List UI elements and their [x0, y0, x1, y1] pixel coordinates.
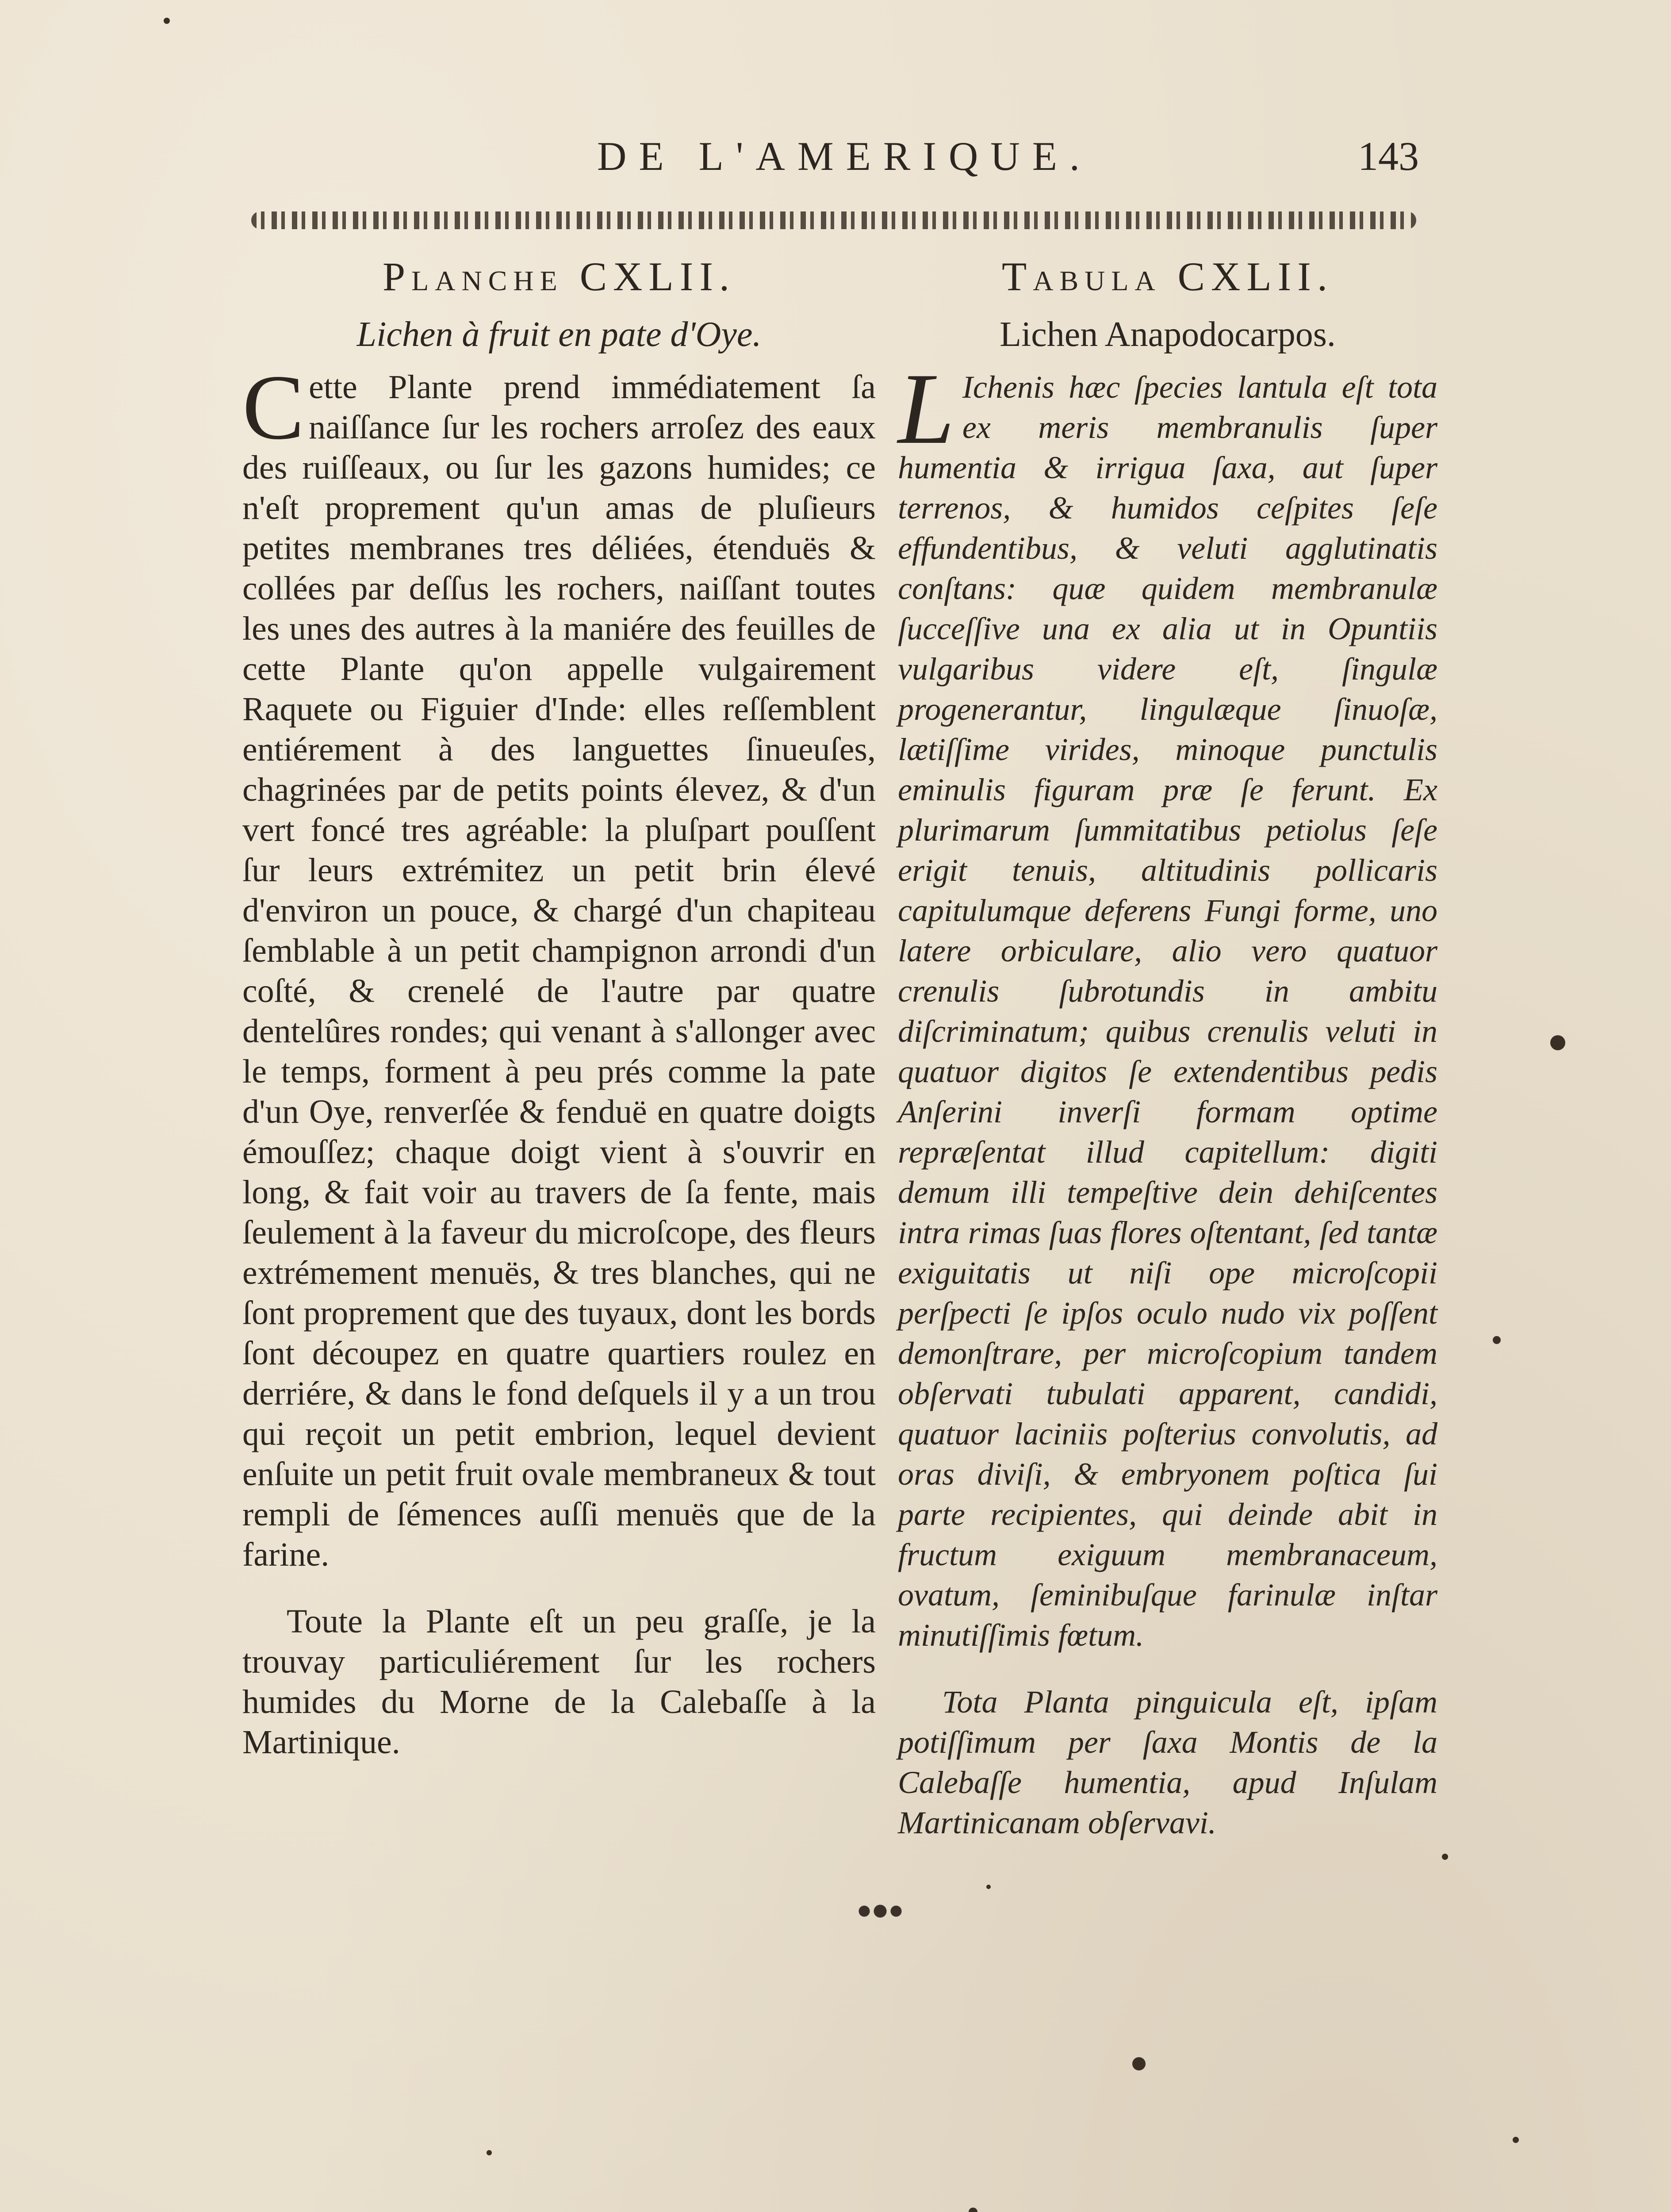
- foxing-spot: [1513, 2137, 1519, 2143]
- french-plate-subtitle: Lichen à fruit en pate d'Oye.: [356, 315, 762, 354]
- foxing-spot: [1442, 1854, 1448, 1860]
- foxing-spot: [1132, 2057, 1146, 2070]
- french-paragraph-2: Toute la Plante eſt un peu graſſe, je la trouvay particuliérement ſur les rochers humides du Morne de la Calebaſſe à la Martinique.: [242, 1603, 876, 1761]
- french-paragraph-1: ette Plante prend immédiatement ſa naiſſance ſur les rochers arroſez des eaux des ruiſſeaux, ou ſur les gazons humides; ce n'eſt proprement qu'un amas de pluſieurs petites membranes tres déliées, étenduës & collées par deſſus les rochers, naiſſant toutes les unes des autres à la maniére des feuilles de cette Plante qu'on appelle vulgairement Raquete ou Figuier d'Inde: elles reſſemblent entiérement à des languettes ſinueuſes, chagrinées par de petits points élevez, & d'un vert foncé tres agréable: la pluſpart pouſſent ſur leurs extrémitez un petit brin élevé d'environ un pouce, & chargé d'un chapiteau ſemblable à un petit champignon arrondi d'un coſté, & crenelé de l'autre par quatre dentelûres rondes; qui venant à s'allonger avec le temps, forment à peu prés comme la pate d'un Oye, renverſée & fenduë en quatre doigts émouſſez; chaque doigt vient à s'ouvrir en long, & fait voir au travers de ſa fente, mais ſeulement à la faveur du microſcope, des fleurs extrémement menuës, & tres blanches, qui ne ſont proprement que des tuyaux, dont les bords ſont découpez en quatre quartiers roulez en derriére, & dans le fond deſquels il y a un trou qui reçoit un petit embrion, lequel devient enſuite un petit fruit ovale membraneux & tout rempli de ſémences auſſi menuës que de la farine.: [242, 369, 876, 1573]
- french-body: [242, 356, 876, 1763]
- foxing-spot: [986, 1885, 991, 1889]
- french-dropcap: C: [242, 356, 305, 459]
- latin-plate-subtitle: Lichen Anapodocarpos.: [1000, 315, 1336, 354]
- french-plate-title: Planche CXLII.: [383, 254, 736, 299]
- page-number: 143: [1358, 134, 1419, 179]
- latin-paragraph-2: Tota Planta pinguicula eſt, ipſam potiſſimum per ſaxa Montis de la Calebaſſe humentia, apud Inſulam Martinicanam obſervavi.: [898, 1684, 1437, 1840]
- foxing-spot: [969, 2208, 977, 2212]
- latin-plate-title: Tabula CXLII.: [1002, 254, 1334, 299]
- foxing-spot: [487, 2150, 492, 2155]
- latin-column: [898, 248, 1437, 1875]
- latin-paragraph-1: Ichenis hæc ſpecies lantula eſt tota ex meris membranulis ſuper humentia & irrigua ſaxa, aut ſuper terrenos, & humidos ceſpites ſeſe effundentibus, & veluti agglutinatis conſtans: quæ quidem membranulæ ſucceſſive una ex alia ut in Opuntiis vulgaribus videre eſt, ſingulæ progenerantur, lingulæque ſinuoſæ, lætiſſime virides, minoque punctulis eminulis figuram præ ſe ferunt. Ex plurimarum ſummitatibus petiolus ſeſe erigit tenuis, altitudinis pollicaris capitulumque deferens Fungi forme, uno latere orbiculare, alio vero quatuor crenulis ſubrotundis in ambitu diſcriminatum; quibus crenulis veluti in quatuor digitos ſe extendentibus pedis Anſerini inverſi formam optime repræſentat illud capitellum: digiti demum illi tempeſtive dein dehiſcentes intra rimas ſuas flores oſtentant, ſed tantæ exiguitatis ut niſi ope microſcopii perſpecti ſe ipſos oculo nudo vix poſſent demonſtrare, per microſcopium tandem obſervati tubulati apparent, candidi, quatuor laciniis poſterius convolutis, ad oras diviſi, & embryonem poſtica ſui parte recipientes, qui deinde abit in fructum exiguum membranaceum, ovatum, ſeminibuſque farinulæ inſtar minutiſſimis fœtum.: [898, 369, 1437, 1653]
- latin-body: [898, 352, 1437, 1843]
- french-column: [242, 248, 876, 1796]
- foxing-spot: [1550, 1035, 1565, 1050]
- tailpiece-ornament: [840, 1898, 920, 1924]
- foxing-spot: [164, 18, 170, 24]
- header-ornament-band: [251, 211, 1416, 229]
- latin-dropcap: L: [898, 352, 954, 465]
- foxing-spot: [1493, 1336, 1501, 1344]
- running-head: DE L'AMERIQUE.: [597, 134, 1092, 179]
